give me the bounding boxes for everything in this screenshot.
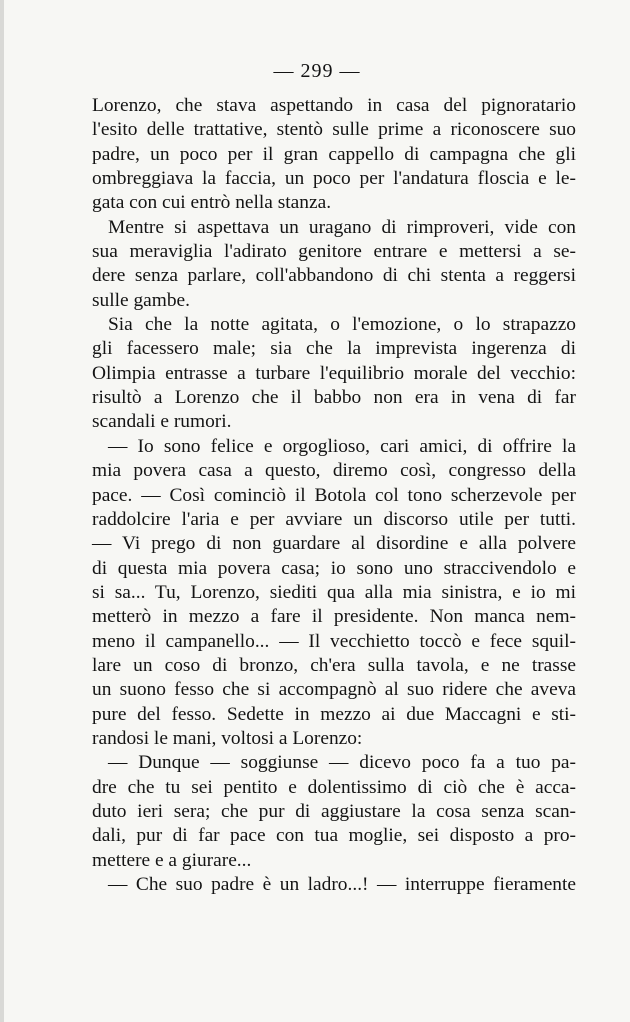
page-number: — 299 —	[273, 60, 361, 82]
text-line: lare un coso di bronzo, ch'era sulla tavola, e ne trasse	[92, 654, 576, 676]
text-line: gli facessero male; sia che la imprevista ingerenza di	[92, 338, 576, 360]
text-line: padre, un poco per il gran cappello di campagna che gli	[92, 143, 576, 165]
text-line: mettere e a giurare...	[92, 849, 252, 871]
text-line: gata con cui entrò nella stanza.	[92, 192, 332, 214]
text-line: dali, pur di far pace con tua moglie, sei disposto a pro-	[92, 825, 576, 847]
text-line: l'esito delle trattative, stentò sulle prime a riconoscere suo	[92, 119, 576, 141]
text-line: di questa mia povera casa; io sono uno straccivendolo e	[92, 557, 576, 579]
text-line: randosi le mani, voltosi a Lorenzo:	[92, 727, 363, 749]
text-line: sulle gambe.	[92, 289, 191, 311]
text-line: ombreggiava la faccia, un poco per l'andatura floscia e le-	[92, 168, 576, 190]
text-line: — Io sono felice e orgoglioso, cari amici, di offrire la	[108, 435, 576, 457]
text-line: sua meraviglia l'adirato genitore entrare e mettersi a se-	[92, 241, 576, 263]
body-text	[92, 94, 576, 897]
text-line: pure del fesso. Sedette in mezzo ai due Maccagni e sti-	[92, 703, 576, 725]
text-line: risultò a Lorenzo che il babbo non era in vena di far	[92, 387, 576, 409]
text-line: mia povera casa a questo, diremo così, congresso della	[92, 460, 576, 482]
text-line: Olimpia entrasse a turbare l'equilibrio morale del vecchio:	[92, 362, 576, 384]
text-line: un suono fesso che si accompagnò al suo ridere che aveva	[92, 679, 576, 701]
text-line: Sia che la notte agitata, o l'emozione, o lo strapazzo	[108, 314, 576, 336]
text-line: meno il campanello... — Il vecchietto toccò e fece squil-	[92, 630, 576, 652]
text-line: — Dunque — soggiunse — dicevo poco fa a tuo pa-	[108, 752, 576, 774]
text-line: dere senza parlare, coll'abbandono di chi stenta a reggersi	[92, 265, 576, 287]
text-line: pace. — Così cominciò il Botola col tono scherzevole per	[92, 484, 576, 506]
text-line: metterò in mezzo a fare il presidente. Non manca nem-	[92, 606, 576, 628]
text-line: scandali e rumori.	[92, 411, 232, 433]
text-line: raddolcire l'aria e per avviare un discorso utile per tutti.	[92, 508, 576, 530]
text-line: duto ieri sera; che pur di aggiustare la cosa senza scan-	[92, 800, 576, 822]
text-line: Lorenzo, che stava aspettando in casa del pignoratario	[92, 95, 576, 116]
text-line: si sa... Tu, Lorenzo, siediti qua alla mia sinistra, e io mi	[92, 581, 576, 603]
text-line: Mentre si aspettava un uragano di rimproveri, vide con	[108, 216, 576, 238]
text-line: — Che suo padre è un ladro...! — interruppe fieramente	[108, 874, 576, 895]
text-line: — Vi prego di non guardare al disordine e alla polvere	[92, 533, 576, 555]
text-line: dre che tu sei pentito e dolentissimo di ciò che è acca-	[92, 776, 576, 798]
